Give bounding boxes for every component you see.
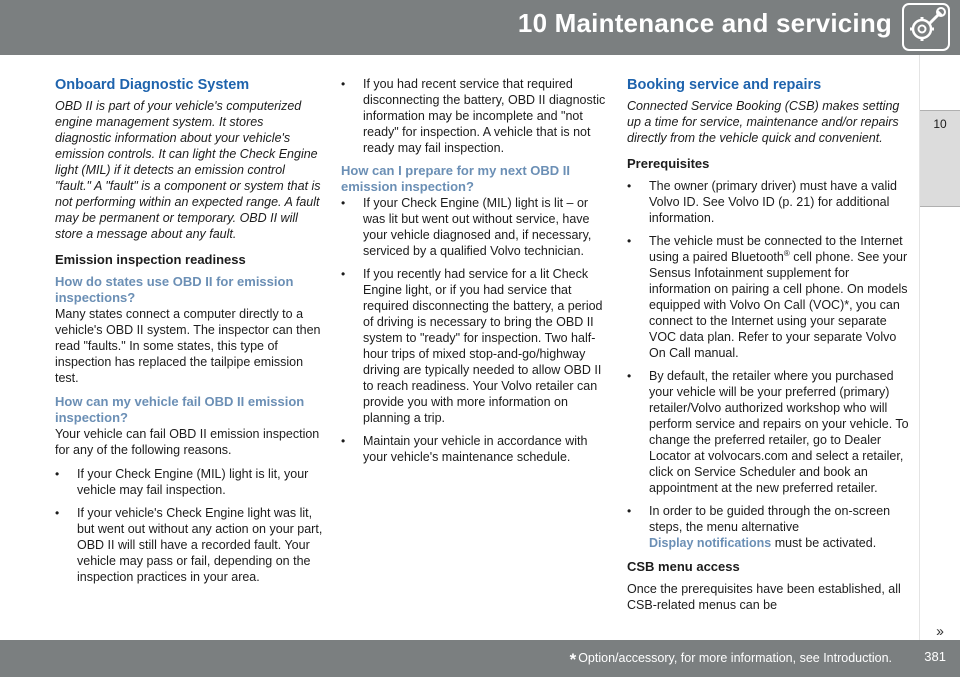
prepare-list xyxy=(341,195,609,465)
chapter-number: 10 xyxy=(933,117,947,131)
list-item: • If you had recent service that required disconnecting the battery, OBD II diagnostic information may be incomplete and "not ready" for inspection. A vehicle that is not ready may fail inspection. xyxy=(341,76,609,156)
question-states-obd: How do states use OBD II for emission inspections? xyxy=(55,274,294,305)
list-item: • Maintain your vehicle in accordance with your vehicle's maintenance schedule. xyxy=(341,433,609,465)
list-item: • If your Check Engine (MIL) light is lit, your vehicle may fail inspection. xyxy=(55,466,323,498)
display-notifications-link[interactable]: Display notifications xyxy=(649,536,772,550)
option-footnote xyxy=(570,650,892,670)
wrench-gear-icon xyxy=(902,3,950,51)
list-item: • By default, the retailer where you purchased your vehicle will be your preferred (primary) retailer/Volvo authorized workshop who will perform service and repairs on your vehicle. To change the preferred retailer, go to Dealer Locator at volvocars.com and select a retailer, click on Service Scheduler and book an appointment at the new preferred retailer. xyxy=(627,368,909,496)
list-item: • The owner (primary driver) must have a valid Volvo ID. See Volvo ID (p. 21) for additional information. xyxy=(627,178,909,226)
obd-intro: OBD II is part of your vehicle's computerized engine management system. It stores diagnostic information about your vehicle's emission controls. It can light the Check Engine light (MIL) if it detects an emission control "fault." A "fault" is a component or system that is not performing within an expected range. A fault may be permanent or temporary. OBD II will store a message about any fault. xyxy=(55,99,321,241)
section-heading-obd: Onboard Diagnostic System xyxy=(55,77,250,93)
prerequisites-list xyxy=(627,178,909,551)
section-heading-booking: Booking service and repairs xyxy=(627,77,822,93)
list-item xyxy=(627,503,909,551)
registered-mark: ® xyxy=(783,248,790,258)
prereq-notifications-text-rest: must be activated. xyxy=(771,536,877,550)
fail-reasons-list xyxy=(55,466,323,585)
chapter-side-tab[interactable] xyxy=(920,110,960,207)
fail-reasons-list-continued xyxy=(341,76,609,156)
emission-readiness-title: Emission inspection readiness xyxy=(55,252,246,267)
list-item: • If your vehicle's Check Engine light was lit, but went out without any action on your part, OBD II will still have a recorded fault. Your vehicle may pass or fail, depending on the inspection practices in your area. xyxy=(55,505,323,585)
answer-fail-inspection: Your vehicle can fail OBD II emission inspection for any of the following reasons. xyxy=(55,427,320,457)
prerequisites-title: Prerequisites xyxy=(627,156,710,171)
question-prepare-inspection: How can I prepare for my next OBD II emission inspection? xyxy=(341,163,570,194)
question-fail-inspection: How can my vehicle fail OBD II emission inspection? xyxy=(55,394,305,425)
csb-menu-body: Once the prerequisites have been established, all CSB-related menus can be xyxy=(627,582,901,612)
chapter-title: 10 Maintenance and servicing xyxy=(517,8,892,38)
prereq-notifications-text: In order to be guided through the on-screen steps, the menu alternative xyxy=(649,504,891,534)
chapter-header xyxy=(0,0,960,55)
answer-states-obd: Many states connect a computer directly to a vehicle's OBD II system. The inspector can then read "faults." In some states, this type of inspection has replaced the tailpipe emission test. xyxy=(55,307,321,385)
list-item: • If your Check Engine (MIL) light is lit – or was lit but went out without service, have your vehicle diagnosed and, if necessary, serviced by a qualified Volvo technician. xyxy=(341,195,609,259)
column-left xyxy=(55,76,323,592)
footnote-text: Option/accessory, for more information, see Introduction. xyxy=(578,651,892,665)
prereq-bluetooth-text-rest: cell phone. See your Sensus Infotainment supplement for information on pairing a cell phone. On models equipped with Volvo On Call (VOC)*, you can connect to the Internet using your separate VOC data plan. Refer to your separate Volvo On Call manual. xyxy=(649,250,908,360)
page-footer xyxy=(0,640,960,677)
continue-arrow-icon[interactable]: ›› xyxy=(936,623,942,640)
asterisk-icon: * xyxy=(569,650,577,669)
column-right xyxy=(627,76,909,621)
column-middle xyxy=(341,76,609,472)
list-item xyxy=(627,233,909,361)
booking-intro: Connected Service Booking (CSB) makes setting up a time for service, maintenance and/or repairs directly from the vehicle quick and convenient. xyxy=(627,99,900,145)
prereq-bluetooth-text: The vehicle must be connected to the Internet using a paired Bluetooth xyxy=(649,234,903,264)
page-number: 381 xyxy=(924,649,946,664)
list-item: • If you recently had service for a lit Check Engine light, or if you had service that required disconnecting the battery, a period of driving is necessary to bring the OBD II system to "ready" for inspection. Two half-hour trips of mixed stop-and-go/highway driving are typically needed to allow OBD II to reach readiness. Your Volvo retailer can provide you with more information on planning a trip. xyxy=(341,266,609,426)
csb-menu-title: CSB menu access xyxy=(627,559,740,574)
